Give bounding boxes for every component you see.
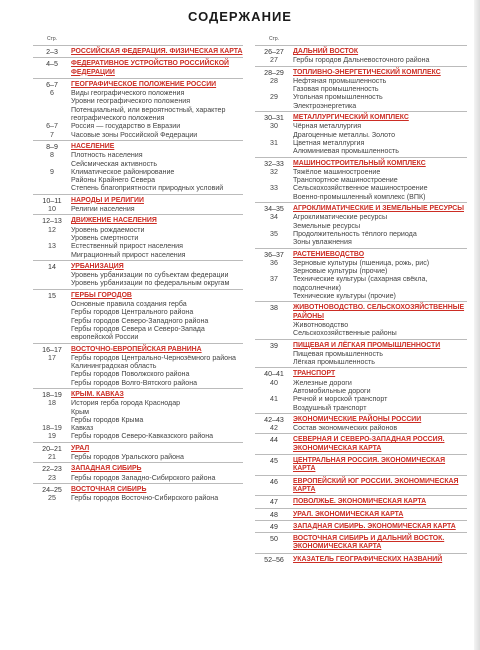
toc-section bbox=[255, 532, 467, 552]
toc-page-number: 29 bbox=[270, 93, 278, 102]
toc-section bbox=[33, 214, 243, 225]
toc-item bbox=[33, 97, 243, 105]
toc-section-title: ДВИЖЕНИЕ НАСЕЛЕНИЯ bbox=[71, 217, 157, 225]
toc-page-number: 32–33 bbox=[264, 159, 284, 168]
toc-page-number: 38 bbox=[270, 304, 278, 313]
toc-section bbox=[255, 454, 467, 474]
toc-page-number: 18–19 bbox=[42, 424, 62, 433]
toc-page-number: 8 bbox=[50, 151, 54, 160]
toc-item-title: Речной и морской транспорт bbox=[293, 395, 388, 404]
toc-section bbox=[255, 45, 467, 56]
toc-item-title: Газовая промышленность bbox=[293, 85, 379, 94]
column-header bbox=[33, 36, 243, 44]
toc-item-title: Земельные ресурсы bbox=[293, 221, 361, 230]
toc-item bbox=[255, 379, 467, 387]
toc-section bbox=[255, 367, 467, 378]
toc-section bbox=[33, 140, 243, 151]
toc-item bbox=[33, 362, 243, 370]
toc-section-title: ВОСТОЧНАЯ СИБИРЬ И ДАЛЬНИЙ ВОСТОК. ЭКОНОМИЧЕСКАЯ КАРТА bbox=[293, 535, 445, 551]
toc-item bbox=[33, 251, 243, 259]
toc-item bbox=[255, 292, 467, 300]
toc-page-number: 2–3 bbox=[46, 48, 58, 56]
toc-page-number: 44 bbox=[270, 436, 278, 445]
toc-item-title: Крым bbox=[71, 407, 90, 416]
toc-item-title: Тяжёлое машиностроение bbox=[293, 167, 381, 176]
toc-page-number: 6–7 bbox=[46, 122, 58, 131]
toc-section bbox=[33, 78, 243, 89]
toc-page-number: 26–27 bbox=[264, 48, 284, 56]
toc-column-right bbox=[255, 36, 467, 564]
toc-section-title: НАРОДЫ И РЕЛИГИИ bbox=[71, 196, 144, 204]
toc-item bbox=[255, 395, 467, 403]
toc-section bbox=[255, 508, 467, 519]
toc-item-title: Зерновые культуры (пшеница, рожь, рис) bbox=[293, 258, 430, 267]
toc-section-title: ДАЛЬНИЙ ВОСТОК bbox=[293, 48, 359, 55]
toc-page-number: 10–11 bbox=[42, 196, 62, 205]
toc-item-title: Потенциальный, или вероятностный, характер географического положения bbox=[71, 105, 226, 123]
toc-item bbox=[255, 168, 467, 176]
toc-item bbox=[33, 399, 243, 407]
toc-page-number: 40 bbox=[270, 378, 278, 387]
toc-page-number: 36–37 bbox=[264, 250, 284, 259]
toc-item-title: Гербы городов Севера и Северо-Запада европейской России bbox=[71, 324, 205, 342]
toc-item bbox=[255, 77, 467, 85]
toc-section-title: УРАЛ. ЭКОНОМИЧЕСКАЯ КАРТА bbox=[293, 510, 404, 518]
toc-item bbox=[255, 387, 467, 395]
toc-page-number: 17 bbox=[48, 353, 56, 362]
toc-item-title: Россия — государство в Евразии bbox=[71, 122, 181, 131]
toc-page-number: 32 bbox=[270, 167, 278, 176]
toc-section bbox=[255, 202, 467, 213]
toc-item bbox=[33, 151, 243, 159]
toc-item bbox=[33, 89, 243, 97]
toc-page-number: 19 bbox=[48, 432, 56, 441]
page-edge-shadow bbox=[474, 0, 480, 650]
toc-section-title: ТОПЛИВНО-ЭНЕРГЕТИЧЕСКИЙ КОМПЛЕКС bbox=[293, 68, 441, 76]
toc-section bbox=[33, 462, 243, 473]
toc-item-title: Уровень смертности bbox=[71, 233, 139, 242]
toc-item bbox=[33, 131, 243, 139]
toc-item-title: Лёгкая промышленность bbox=[293, 358, 375, 367]
toc-item-title: Драгоценные металлы. Золото bbox=[293, 130, 396, 139]
toc-item-title: Транспортное машиностроение bbox=[293, 176, 398, 185]
toc-item-title: Воздушный транспорт bbox=[293, 403, 367, 412]
toc-section bbox=[33, 388, 243, 399]
toc-page-number: 34 bbox=[270, 213, 278, 222]
toc-section-title: ГЕОГРАФИЧЕСКОЕ ПОЛОЖЕНИЕ РОССИИ bbox=[71, 80, 217, 88]
toc-page-number: 34–35 bbox=[264, 205, 284, 214]
toc-item-title: Электроэнергетика bbox=[293, 101, 357, 110]
toc-section-title: МЕТАЛЛУРГИЧЕСКИЙ КОМПЛЕКС bbox=[293, 114, 409, 122]
toc-item-title: Гербы городов Северо-Западного района bbox=[71, 316, 209, 325]
toc-section bbox=[255, 301, 467, 321]
toc-item-title: Виды географического положения bbox=[71, 89, 185, 98]
toc-section bbox=[33, 343, 243, 354]
toc-page-number: 52–56 bbox=[264, 555, 284, 564]
toc-item bbox=[33, 106, 243, 123]
toc-item-title: История герба города Краснодар bbox=[71, 399, 181, 408]
toc-column-left bbox=[33, 36, 243, 503]
toc-page-number: 18–19 bbox=[42, 390, 62, 399]
toc-page-number: 30–31 bbox=[264, 114, 284, 123]
toc-item bbox=[255, 275, 467, 292]
toc-page-number: 9 bbox=[50, 167, 54, 176]
toc-item bbox=[255, 184, 467, 192]
toc-page-number: 8–9 bbox=[46, 142, 58, 151]
toc-item bbox=[255, 424, 467, 432]
toc-item-title: Гербы городов Северо-Кавказского района bbox=[71, 432, 214, 441]
toc-item bbox=[255, 358, 467, 366]
toc-page-number: 6–7 bbox=[46, 80, 58, 89]
toc-item-title: Военно-промышленный комплекс (ВПК) bbox=[293, 192, 426, 201]
toc-section-title: УРБАНИЗАЦИЯ bbox=[71, 262, 124, 270]
toc-page-number: 35 bbox=[270, 229, 278, 238]
column-header bbox=[255, 36, 467, 44]
toc-item bbox=[255, 122, 467, 130]
toc-item bbox=[33, 317, 243, 325]
toc-page-number: 6 bbox=[50, 89, 54, 98]
toc-section bbox=[255, 339, 467, 350]
toc-item-title: Гербы городов Восточно-Сибирского района bbox=[71, 494, 219, 503]
toc-item bbox=[33, 205, 243, 213]
toc-item-title: Религии населения bbox=[71, 205, 135, 214]
toc-page-number: 36 bbox=[270, 258, 278, 267]
toc-item-title: Пищевая промышленность bbox=[293, 349, 383, 358]
toc-page-number: 21 bbox=[48, 453, 56, 462]
toc-section bbox=[255, 433, 467, 453]
toc-section bbox=[33, 57, 243, 77]
toc-item-title: Гербы городов Центрального района bbox=[71, 308, 194, 317]
toc-item-title: Сельскохозяйственные районы bbox=[293, 329, 397, 338]
page-column-label: Стр. bbox=[268, 36, 280, 42]
toc-section bbox=[33, 442, 243, 453]
toc-item bbox=[33, 226, 243, 234]
toc-item-title: Автомобильные дороги bbox=[293, 386, 371, 395]
toc-item bbox=[255, 147, 467, 155]
toc-item bbox=[33, 242, 243, 250]
toc-item-title: Нефтяная промышленность bbox=[293, 76, 387, 85]
toc-item-title: Часовые зоны Российской Федерации bbox=[71, 130, 198, 139]
toc-item-title: Основные правила создания герба bbox=[71, 300, 187, 309]
toc-section-title: СЕВЕРНАЯ И СЕВЕРО-ЗАПАДНАЯ РОССИЯ. ЭКОНОМИЧЕСКАЯ КАРТА bbox=[293, 436, 445, 452]
toc-page-number: 20–21 bbox=[42, 444, 62, 453]
page-column-label: Стр. bbox=[46, 36, 58, 42]
toc-item bbox=[255, 85, 467, 93]
toc-item bbox=[33, 279, 243, 287]
toc-page-number: 40–41 bbox=[264, 370, 284, 379]
toc-page-number: 16–17 bbox=[42, 345, 62, 354]
toc-item bbox=[255, 329, 467, 337]
page-title: СОДЕРЖАНИЕ bbox=[188, 9, 292, 24]
toc-item-title: Уровни географического положения bbox=[71, 97, 191, 106]
toc-page-number: 24–25 bbox=[42, 485, 62, 494]
toc-section-title: ЦЕНТРАЛЬНАЯ РОССИЯ. ЭКОНОМИЧЕСКАЯ КАРТА bbox=[293, 457, 446, 473]
toc-item-title: Угольная промышленность bbox=[293, 93, 383, 102]
toc-section-title: ЗАПАДНАЯ СИБИРЬ. ЭКОНОМИЧЕСКАЯ КАРТА bbox=[293, 522, 456, 530]
toc-item-title: Железные дороги bbox=[293, 378, 352, 387]
toc-item-title: Гербы городов Крыма bbox=[71, 415, 144, 424]
toc-section-title: УКАЗАТЕЛЬ ГЕОГРАФИЧЕСКИХ НАЗВАНИЙ bbox=[293, 555, 443, 563]
toc-item bbox=[255, 93, 467, 101]
toc-page-number: 15 bbox=[48, 291, 56, 300]
toc-item bbox=[33, 122, 243, 130]
toc-page-number: 50 bbox=[270, 535, 278, 544]
toc-item-title: Чёрная металлургия bbox=[293, 122, 362, 131]
toc-page-number: 28–29 bbox=[264, 68, 284, 77]
toc-section bbox=[255, 495, 467, 506]
toc-item bbox=[255, 102, 467, 110]
toc-item bbox=[33, 325, 243, 342]
toc-item-title: Климатическое районирование bbox=[71, 167, 175, 176]
toc-list-right bbox=[255, 45, 467, 564]
toc-item bbox=[33, 308, 243, 316]
toc-item bbox=[255, 238, 467, 246]
toc-section-title: ФЕДЕРАТИВНОЕ УСТРОЙСТВО РОССИЙСКОЙ ФЕДЕРАЦИИ bbox=[71, 60, 230, 76]
toc-item-title: Гербы городов Поволжского района bbox=[71, 370, 190, 379]
toc-page-number: 14 bbox=[48, 262, 56, 271]
toc-page-number: 22–23 bbox=[42, 465, 62, 474]
toc-item bbox=[33, 424, 243, 432]
toc-item bbox=[33, 300, 243, 308]
toc-page-number: 25 bbox=[48, 494, 56, 503]
toc-item bbox=[33, 354, 243, 362]
toc-item bbox=[33, 271, 243, 279]
toc-page-number: 42–43 bbox=[264, 415, 284, 424]
toc-section-title: РОССИЙСКАЯ ФЕДЕРАЦИЯ. ФИЗИЧЕСКАЯ КАРТА bbox=[71, 48, 243, 55]
toc-item-title: Технические культуры (сахарная свёкла, подсолнечник) bbox=[293, 275, 428, 292]
toc-section bbox=[255, 66, 467, 77]
toc-item bbox=[255, 267, 467, 275]
toc-section bbox=[255, 248, 467, 259]
toc-section-title: ГЕРБЫ ГОРОДОВ bbox=[71, 291, 132, 299]
toc-page-number: 23 bbox=[48, 473, 56, 482]
toc-page-number: 30 bbox=[270, 122, 278, 131]
toc-item-title: Степень благоприятности природных условий bbox=[71, 184, 224, 193]
toc-section bbox=[33, 289, 243, 300]
toc-section-title: МАШИНОСТРОИТЕЛЬНЫЙ КОМПЛЕКС bbox=[293, 159, 426, 167]
toc-item bbox=[33, 184, 243, 192]
toc-page-number: 7 bbox=[50, 130, 54, 139]
toc-page-number: 37 bbox=[270, 275, 278, 284]
toc-page-number: 12 bbox=[48, 225, 56, 234]
toc-item-title: Гербы городов Центрально-Чернозёмного района bbox=[71, 353, 236, 362]
toc-item-title: Зерновые культуры (прочие) bbox=[293, 267, 388, 276]
toc-page-number: 13 bbox=[48, 242, 56, 251]
toc-item-title: Сельскохозяйственное машиностроение bbox=[293, 184, 428, 193]
toc-page-number: 46 bbox=[270, 477, 278, 486]
toc-item-title: Цветная металлургия bbox=[293, 138, 365, 147]
toc-page-number: 39 bbox=[270, 341, 278, 350]
toc-section-title: ВОСТОЧНО-ЕВРОПЕЙСКАЯ РАВНИНА bbox=[71, 345, 202, 353]
toc-item bbox=[255, 213, 467, 221]
toc-item bbox=[33, 234, 243, 242]
toc-list-left bbox=[33, 45, 243, 503]
toc-item bbox=[33, 453, 243, 461]
toc-section-title: ЭКОНОМИЧЕСКИЕ РАЙОНЫ РОССИИ bbox=[293, 415, 422, 423]
toc-item-title: Зоны увлажнения bbox=[293, 238, 352, 247]
toc-item bbox=[33, 176, 243, 184]
toc-item-title: Миграционный прирост населения bbox=[71, 250, 186, 259]
toc-section-title: ПИЩЕВАЯ И ЛЁГКАЯ ПРОМЫШЛЕННОСТИ bbox=[293, 341, 441, 349]
toc-section-title: ТРАНСПОРТ bbox=[293, 370, 336, 378]
toc-section bbox=[33, 45, 243, 56]
toc-section bbox=[255, 520, 467, 531]
toc-item bbox=[255, 176, 467, 184]
toc-item-title: Калининградская область bbox=[71, 362, 157, 371]
toc-section bbox=[255, 475, 467, 495]
toc-section-title: ЖИВОТНОВОДСТВО. СЕЛЬСКОХОЗЯЙСТВЕННЫЕ РАЙОНЫ bbox=[293, 304, 465, 320]
toc-section-title: ПОВОЛЖЬЕ. ЭКОНОМИЧЕСКАЯ КАРТА bbox=[293, 498, 427, 506]
toc-page-number: 27 bbox=[270, 56, 278, 65]
toc-section bbox=[255, 111, 467, 122]
toc-section bbox=[33, 483, 243, 494]
toc-item-title: Продолжительность тёплого периода bbox=[293, 229, 417, 238]
toc-item-title: Алюминиевая промышленность bbox=[293, 147, 399, 156]
toc-item bbox=[33, 168, 243, 176]
toc-item-title: Кавказ bbox=[71, 424, 94, 433]
toc-item bbox=[255, 139, 467, 147]
toc-section-title: РАСТЕНИЕВОДСТВО bbox=[293, 250, 365, 258]
toc-page-number: 31 bbox=[270, 138, 278, 147]
toc-item bbox=[255, 193, 467, 201]
toc-page-number: 41 bbox=[270, 395, 278, 404]
toc-section-title: УРАЛ bbox=[71, 444, 90, 452]
toc-section-title: АГРОКЛИМАТИЧЕСКИЕ И ЗЕМЕЛЬНЫЕ РЕСУРСЫ bbox=[293, 205, 465, 213]
toc-item-title: Технические культуры (прочие) bbox=[293, 292, 396, 301]
toc-item-title: Гербы городов Волго-Вятского района bbox=[71, 378, 198, 387]
toc-page-number: 33 bbox=[270, 184, 278, 193]
toc-item-title: Животноводство bbox=[293, 320, 349, 329]
toc-section-title: ВОСТОЧНАЯ СИБИРЬ bbox=[71, 485, 147, 493]
toc-item bbox=[255, 404, 467, 412]
toc-page-number: 12–13 bbox=[42, 217, 62, 226]
toc-item bbox=[33, 416, 243, 424]
toc-item bbox=[255, 56, 467, 64]
toc-item bbox=[33, 432, 243, 440]
toc-page-number: 47 bbox=[270, 498, 278, 507]
toc-section-title: КРЫМ. КАВКАЗ bbox=[71, 390, 124, 398]
toc-section-title: НАСЕЛЕНИЕ bbox=[71, 142, 115, 150]
toc-item bbox=[33, 494, 243, 502]
toc-section-title: ЗАПАДНАЯ СИБИРЬ bbox=[71, 465, 142, 473]
toc-section bbox=[255, 553, 467, 564]
toc-item bbox=[33, 408, 243, 416]
toc-page-number: 10 bbox=[48, 205, 56, 214]
toc-item bbox=[255, 222, 467, 230]
toc-item-title: Плотность населения bbox=[71, 151, 143, 160]
toc-item bbox=[33, 160, 243, 168]
toc-page-number: 48 bbox=[270, 510, 278, 519]
toc-section bbox=[255, 413, 467, 424]
toc-section bbox=[33, 194, 243, 205]
toc-item-title: Гербы городов Западно-Сибирского района bbox=[71, 473, 216, 482]
toc-section bbox=[33, 260, 243, 271]
toc-item-title: Гербы городов Дальневосточного района bbox=[293, 56, 430, 65]
toc-page-number: 4–5 bbox=[46, 60, 58, 69]
toc-item bbox=[255, 350, 467, 358]
toc-page-number: 45 bbox=[270, 457, 278, 466]
toc-item bbox=[33, 474, 243, 482]
toc-page-number: 49 bbox=[270, 522, 278, 531]
toc-page-number: 28 bbox=[270, 76, 278, 85]
toc-item-title: Уровень урбанизации по субъектам федерации bbox=[71, 271, 229, 280]
toc-item-title: Состав экономических районов bbox=[293, 424, 398, 433]
toc-page-number: 18 bbox=[48, 399, 56, 408]
toc-item bbox=[33, 379, 243, 387]
toc-item bbox=[255, 321, 467, 329]
toc-item-title: Гербы городов Уральского района bbox=[71, 453, 184, 462]
toc-page-number: 42 bbox=[270, 424, 278, 433]
toc-item bbox=[33, 370, 243, 378]
toc-item-title: Сейсмическая активность bbox=[71, 159, 158, 168]
toc-item-title: Агроклиматические ресурсы bbox=[293, 213, 388, 222]
toc-item bbox=[255, 230, 467, 238]
toc-item bbox=[255, 131, 467, 139]
toc-item-title: Уровень рождаемости bbox=[71, 225, 145, 234]
toc-item-title: Уровень урбанизации по федеральным округам bbox=[71, 279, 230, 288]
toc-item bbox=[255, 259, 467, 267]
toc-item-title: Районы Крайнего Севера bbox=[71, 176, 156, 185]
toc-section-title: ЕВРОПЕЙСКИЙ ЮГ РОССИИ. ЭКОНОМИЧЕСКАЯ КАРТА bbox=[293, 477, 459, 493]
toc-section bbox=[255, 157, 467, 168]
toc-item-title: Естественный прирост населения bbox=[71, 242, 183, 251]
